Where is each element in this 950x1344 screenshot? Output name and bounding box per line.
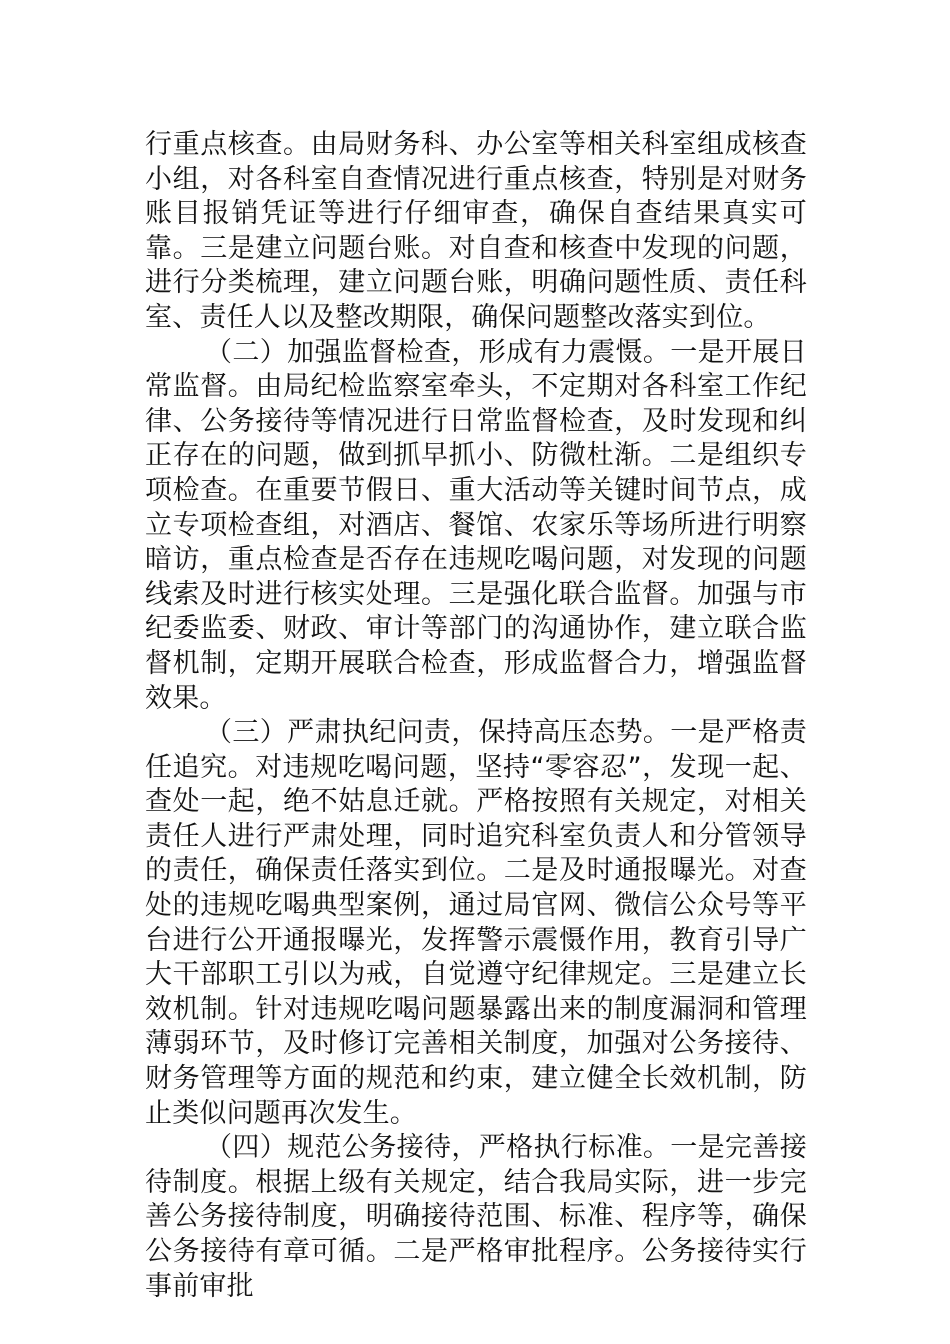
document-body [145,128,807,1304]
paragraph-continuation: 行重点核查。由局财务科、办公室等相关科室组成核查小组，对各科室自查情况进行重点核查，特别是对财务账目报销凭证等进行仔细审查，确保自查结果真实可靠。三是建立问题台账。对自查和核查中发现的问题，进行分类梳理，建立问题台账，明确问题性质、责任科室、责任人以及整改期限，确保问题整改落实到位。 [145,129,807,333]
paragraph-section-4: （四）规范公务接待，严格执行标准。一是完善接待制度。根据上级有关规定，结合我局实际，进一步完善公务接待制度，明确接待范围、标准、程序等，确保公务接待有章可循。二是严格审批程序。公务接待实行事前审批 [145,1132,807,1302]
paragraph-section-2: （二）加强监督检查，形成有力震慑。一是开展日常监督。由局纪检监察室牵头，不定期对各科室工作纪律、公务接待等情况进行日常监督检查，及时发现和纠正存在的问题，做到抓早抓小、防微杜渐。二是组织专项检查。在重要节假日、重大活动等关键时间节点，成立专项检查组，对酒店、餐馆、农家乐等场所进行明察暗访，重点检查是否存在违规吃喝问题，对发现的问题线索及时进行核实处理。三是强化联合监督。加强与市纪委监委、财政、审计等部门的沟通协作，建立联合监督机制，定期开展联合检查，形成监督合力，增强监督效果。 [145,336,807,714]
paragraph-section-3: （三）严肃执纪问责，保持高压态势。一是严格责任追究。对违规吃喝问题，坚持“零容忍”，发现一起、查处一起，绝不姑息迁就。严格按照有关规定，对相关责任人进行严肃处理，同时追究科室负责人和分管领导的责任，确保责任落实到位。二是及时通报曝光。对查处的违规吃喝典型案例，通过局官网、微信公众号等平台进行公开通报曝光，发挥警示震慑作用，教育引导广大干部职工引以为戒，自觉遵守纪律规定。三是建立长效机制。针对违规吃喝问题暴露出来的制度漏洞和管理薄弱环节，及时修订完善相关制度，加强对公务接待、财务管理等方面的规范和约束，建立健全长效机制，防止类似问题再次发生。 [145,717,807,1129]
